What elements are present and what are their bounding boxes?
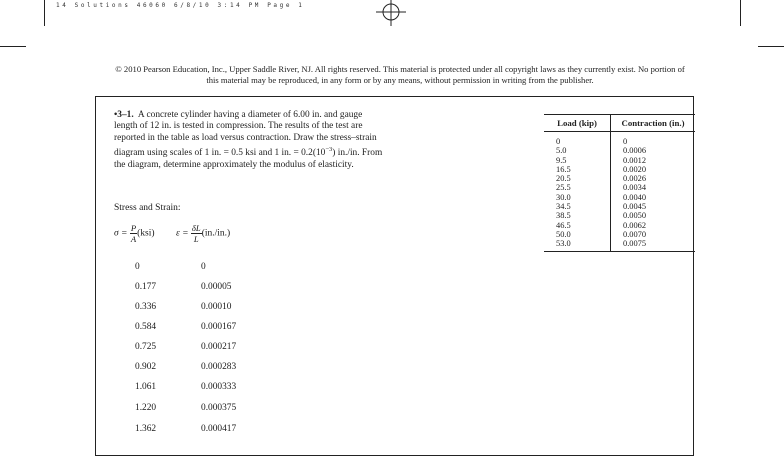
contraction-cell: 0.0012 [623,155,647,165]
registration-mark-icon [366,0,416,30]
table-row [544,221,695,230]
contraction-cell: 0.0075 [611,239,696,251]
problem-text-part-2: ) in./in. From the diagram, determine approximately the modulus of elasticity. [114,148,383,170]
load-contraction-table [544,114,695,252]
table-row [544,183,695,192]
load-cell: 38.5 [544,211,611,220]
contraction-cell: 0.0070 [623,229,647,239]
contraction-cell: 0.0026 [623,174,647,184]
strain-value: 0 [201,262,206,272]
contraction-cell: 0.0006 [623,146,647,156]
table-row [544,239,695,251]
table-row [544,202,695,211]
stress-value: 1.220 [135,403,157,413]
stress-value: 0 [135,262,140,272]
column-header-load: Load (kip) [544,115,611,132]
load-cell: 9.5 [544,156,611,165]
table-row [544,132,695,147]
stress-value: 1.061 [135,382,157,392]
stress-value: 0.177 [135,282,157,292]
table-row [544,230,695,239]
crop-mark-right-horizontal [758,46,784,47]
stress-formula-lhs: σ = [114,228,128,239]
contraction-cell: 0.0034 [623,183,647,193]
problem-statement [114,110,384,171]
problem-exponent: −3 [325,146,333,154]
load-cell: 25.5 [544,183,611,192]
table-row [544,165,695,174]
load-cell: 16.5 [544,165,611,174]
stress-value: 0.584 [135,322,157,332]
table-row [544,146,695,155]
table-row [544,193,695,202]
stress-value: 0.902 [135,362,157,372]
strain-formula-lhs: ε = [176,228,189,239]
stress-value: 0.336 [135,302,157,312]
problem-number: •3–1. [114,110,134,120]
crop-mark-left-horizontal [0,46,26,47]
load-cell: 34.5 [544,202,611,211]
strain-value: 0.00005 [201,282,232,292]
contraction-cell: 0.0062 [623,220,647,230]
column-header-contraction: Contraction (in.) [611,115,696,132]
contraction-cell: 0.0040 [623,192,647,202]
strain-value: 0.000217 [201,342,237,352]
solution-heading: Stress and Strain: [114,203,181,213]
load-cell: 5.0 [544,146,611,155]
strain-formula-unit: (in./in.) [201,228,231,239]
copyright-notice: © 2010 Pearson Education, Inc., Upper Saddle River, NJ. All rights reserved. This material is protected under all copyright laws as they currently exist. No portion of this material may be reproduced, in any form or by any means, without permission in writing from the publisher. [115,64,685,85]
strain-formula [176,223,230,244]
strain-value: 0.000333 [201,382,237,392]
contraction-cell: 0.0020 [623,164,647,174]
table-row [544,211,695,220]
stress-formula-unit: (ksi) [137,228,155,239]
stress-formula-denominator: A [130,234,137,244]
table-header-row [544,115,695,132]
strain-value: 0.000283 [201,362,237,372]
load-cell: 53.0 [544,239,611,251]
load-cell: 0 [544,132,611,147]
stress-value: 0.725 [135,342,157,352]
stress-value: 1.362 [135,424,157,434]
strain-formula-numerator: δL [191,223,201,233]
crop-mark-left-vertical [44,0,45,26]
load-cell: 20.5 [544,174,611,183]
stress-formula-numerator: P [130,223,137,233]
strain-value: 0.000375 [201,403,237,413]
contraction-cell: 0.0045 [623,202,647,212]
problem-text-part-1: A concrete cylinder having a diameter of 6.00 in. and gauge length of 12 in. is tested in compression. The results of the test are reported in the table as load versus contraction. Draw the stress–strain diagram using scales of 1 in. = 0.5 ksi and 1 in. = 0.2(10 [114,110,377,159]
strain-value: 0.000167 [201,322,237,332]
table-row [544,156,695,165]
strain-formula-denominator: L [193,234,199,244]
strain-formula-fraction [191,223,202,244]
stress-formula [114,223,155,244]
load-cell: 50.0 [544,230,611,239]
strain-value: 0.000417 [201,424,237,434]
strain-value: 0.00010 [201,302,232,312]
load-cell: 46.5 [544,221,611,230]
contraction-cell: 0.0050 [623,211,647,221]
table-row [544,174,695,183]
contraction-cell: 0 [623,137,628,146]
load-cell: 30.0 [544,193,611,202]
crop-mark-right-vertical [740,0,741,26]
print-slug-text: 14 Solutions 46060 6/8/10 3:14 PM Page 1 [56,2,305,9]
